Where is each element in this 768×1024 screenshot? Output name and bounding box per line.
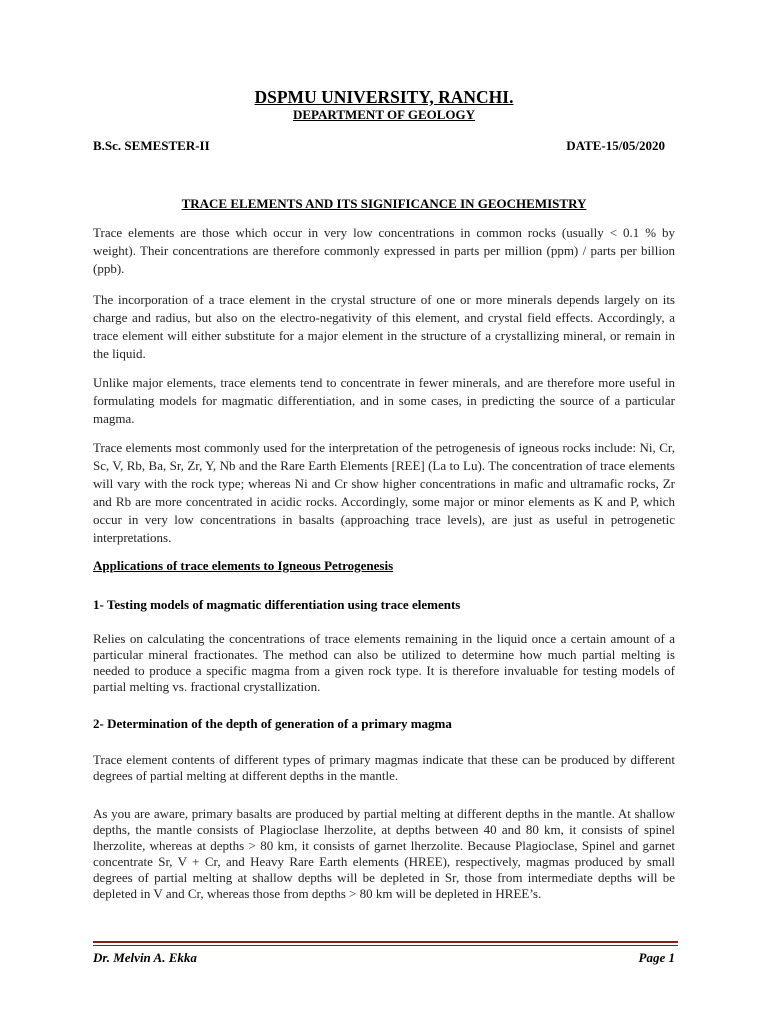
section1-text: Relies on calculating the concentrations of trace elements remaining in the liquid once a certain amount of a particular mineral fractionates. The method can also be utilized to determine how much partial melting is needed to produce a specific magma from a given rock type. It is therefore invaluable for testing models of partial melting vs. fractional crystallization. <box>93 631 675 694</box>
footer-rule-thick <box>93 941 678 943</box>
paragraph-major-elements: Unlike major elements, trace elements tend to concentrate in fewer minerals, and are therefore more useful in formulating models for magmatic differentiation, and in some cases, in predicting the source of a particular magma. <box>93 375 675 426</box>
section2-heading: 2- Determination of the depth of generation of a primary magma <box>93 716 452 731</box>
date-label: DATE-15/05/2020 <box>566 138 665 153</box>
course-meta <box>93 138 665 154</box>
semester-label: B.Sc. SEMESTER-II <box>93 138 210 153</box>
section2-text1: Trace element contents of different types of primary magmas indicate that these can be produced by different degrees of partial melting at different depths in the mantle. <box>93 752 675 783</box>
applications-heading: Applications of trace elements to Igneous Petrogenesis <box>93 558 394 573</box>
university-name: DSPMU UNIVERSITY, RANCHI. <box>254 87 514 107</box>
paragraph-intro: Trace elements are those which occur in very low concentrations in common rocks (usually < 0.1 % by weight). Their concentrations are therefore commonly expressed in parts per million (ppm) / parts per billion (ppb). <box>93 225 675 276</box>
department-name: DEPARTMENT OF GEOLOGY <box>292 107 476 122</box>
paragraph-incorporation: The incorporation of a trace element in the crystal structure of one or more minerals depends largely on its charge and radius, but also on the electro-negativity of this element, and crystal field effects. Accordingly, a trace element will either substitute for a major element in the structure of a crystallizing mineral, or remain in the liquid. <box>93 292 675 361</box>
section1-heading: 1- Testing models of magmatic differentiation using trace elements <box>93 597 461 612</box>
section2-text2: As you are aware, primary basalts are produced by partial melting at different depths in the mantle. At shallow depths, the mantle consists of Plagioclase lherzolite, at depths between 40 and 80 km, it consists of spinel lherzolite, whereas at depths > 80 km, it consists of garnet lherzolite. Because Plagioclase, Spinel and garnet concentrate Sr, V + Cr, and Heavy Rare Earth elements (HREE), respectively, magmas produced by small degrees of partial melting at shallow depths will be depleted in Sr, those from intermediate depths will be depleted in V and Cr, whereas those from depths > 80 km will be depleted in HREE’s. <box>93 806 675 901</box>
footer-rule-thin <box>93 945 678 946</box>
document-title: TRACE ELEMENTS AND ITS SIGNIFICANCE IN GEOCHEMISTRY <box>181 196 587 211</box>
page-number: Page 1 <box>638 950 675 965</box>
author-name: Dr. Melvin A. Ekka <box>93 950 197 965</box>
page-footer <box>93 950 675 966</box>
paragraph-common-elements: Trace elements most commonly used for the interpretation of the petrogenesis of igneous rocks include: Ni, Cr, Sc, V, Rb, Ba, Sr, Zr, Y, Nb and the Rare Earth Elements [REE] (La to Lu). The concentration of trace elements will vary with the rock type; whereas Ni and Cr show higher concentrations in mafic and ultramafic rocks, Zr and Rb are more concentrated in acidic rocks. Accordingly, some major or minor elements as K and P, which occur in very low concentrations in basalts (approaching trace levels), are just as useful in petrogenetic interpretations. <box>93 440 675 545</box>
